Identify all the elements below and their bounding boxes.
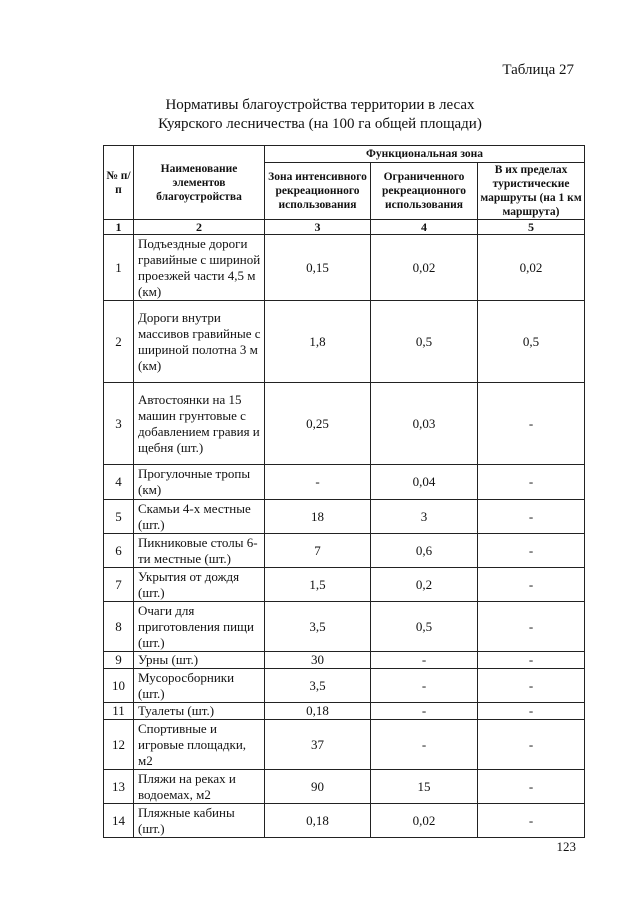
limited-zone-value: 0,02 <box>371 235 478 301</box>
element-name: Очаги для приготовления пищи (шт.) <box>134 602 265 652</box>
intensive-zone-value: 90 <box>265 770 371 804</box>
tourist-route-value: - <box>478 568 585 602</box>
table-row <box>104 465 585 500</box>
intensive-zone-value: 1,5 <box>265 568 371 602</box>
limited-zone-value: 3 <box>371 500 478 534</box>
limited-zone-value: 0,5 <box>371 301 478 383</box>
table-row <box>104 720 585 770</box>
row-number: 12 <box>104 720 134 770</box>
table-row <box>104 804 585 838</box>
tourist-route-value: - <box>478 383 585 465</box>
tourist-route-value: - <box>478 465 585 500</box>
table-row <box>104 383 585 465</box>
table-label: Таблица 27 <box>502 62 574 78</box>
norms-table <box>103 145 585 838</box>
tourist-route-value: - <box>478 652 585 669</box>
header-intensive-zone: Зона интенсивного рекреационного использования <box>265 163 371 220</box>
intensive-zone-value: 3,5 <box>265 669 371 703</box>
table-row <box>104 500 585 534</box>
header-name: Наименование элементов благоустройства <box>134 146 265 220</box>
row-number: 3 <box>104 383 134 465</box>
limited-zone-value: 0,5 <box>371 602 478 652</box>
row-number: 2 <box>104 301 134 383</box>
row-number: 10 <box>104 669 134 703</box>
intensive-zone-value: 0,25 <box>265 383 371 465</box>
row-number: 13 <box>104 770 134 804</box>
row-number: 1 <box>104 235 134 301</box>
element-name: Скамьи 4-х местные (шт.) <box>134 500 265 534</box>
tourist-route-value: 0,02 <box>478 235 585 301</box>
row-number: 14 <box>104 804 134 838</box>
table-title <box>0 96 640 134</box>
limited-zone-value: 0,02 <box>371 804 478 838</box>
tourist-route-value: - <box>478 534 585 568</box>
limited-zone-value: 0,2 <box>371 568 478 602</box>
header-tourist-routes: В их пределах туристические маршруты (на 1 км маршрута) <box>478 163 585 220</box>
element-name: Пляжи на реках и водоемах, м2 <box>134 770 265 804</box>
header-functional-zone: Функциональная зона <box>265 146 585 163</box>
tourist-route-value: - <box>478 770 585 804</box>
table-row <box>104 652 585 669</box>
header-limited-zone: Ограниченного рекреационного использования <box>371 163 478 220</box>
table-title-line-1: Нормативы благоустройства территории в лесах <box>165 97 475 113</box>
intensive-zone-value: 0,15 <box>265 235 371 301</box>
element-name: Туалеты (шт.) <box>134 703 265 720</box>
table-row <box>104 669 585 703</box>
intensive-zone-value: 30 <box>265 652 371 669</box>
tourist-route-value: - <box>478 703 585 720</box>
tourist-route-value: - <box>478 720 585 770</box>
element-name: Подъездные дороги гравийные с шириной проезжей части 4,5 м (км) <box>134 235 265 301</box>
row-number: 6 <box>104 534 134 568</box>
element-name: Прогулочные тропы (км) <box>134 465 265 500</box>
limited-zone-value: - <box>371 703 478 720</box>
row-number: 8 <box>104 602 134 652</box>
limited-zone-value: 0,04 <box>371 465 478 500</box>
limited-zone-value: 15 <box>371 770 478 804</box>
intensive-zone-value: 37 <box>265 720 371 770</box>
table-row <box>104 235 585 301</box>
column-index: 2 <box>134 220 265 235</box>
intensive-zone-value: - <box>265 465 371 500</box>
table-row <box>104 602 585 652</box>
table-row <box>104 534 585 568</box>
tourist-route-value: 0,5 <box>478 301 585 383</box>
table-row <box>104 770 585 804</box>
table-title-line-2: Куярского лесничества (на 100 га общей площади) <box>158 116 482 132</box>
table-row <box>104 568 585 602</box>
element-name: Пляжные кабины (шт.) <box>134 804 265 838</box>
column-index: 3 <box>265 220 371 235</box>
intensive-zone-value: 18 <box>265 500 371 534</box>
element-name: Дороги внутри массивов гравийные с шириной полотна 3 м (км) <box>134 301 265 383</box>
column-index: 1 <box>104 220 134 235</box>
intensive-zone-value: 0,18 <box>265 804 371 838</box>
page-number: 123 <box>556 839 576 854</box>
intensive-zone-value: 3,5 <box>265 602 371 652</box>
row-number: 7 <box>104 568 134 602</box>
tourist-route-value: - <box>478 500 585 534</box>
limited-zone-value: - <box>371 720 478 770</box>
element-name: Пикниковые столы 6-ти местные (шт.) <box>134 534 265 568</box>
limited-zone-value: 0,03 <box>371 383 478 465</box>
element-name: Укрытия от дождя (шт.) <box>134 568 265 602</box>
element-name: Мусоросборники (шт.) <box>134 669 265 703</box>
limited-zone-value: 0,6 <box>371 534 478 568</box>
intensive-zone-value: 1,8 <box>265 301 371 383</box>
tourist-route-value: - <box>478 804 585 838</box>
header-num: № п/п <box>104 146 134 220</box>
element-name: Урны (шт.) <box>134 652 265 669</box>
table-row <box>104 301 585 383</box>
element-name: Спортивные и игровые площадки, м2 <box>134 720 265 770</box>
column-index: 5 <box>478 220 585 235</box>
intensive-zone-value: 7 <box>265 534 371 568</box>
row-number: 11 <box>104 703 134 720</box>
row-number: 4 <box>104 465 134 500</box>
row-number: 5 <box>104 500 134 534</box>
tourist-route-value: - <box>478 669 585 703</box>
intensive-zone-value: 0,18 <box>265 703 371 720</box>
column-index: 4 <box>371 220 478 235</box>
tourist-route-value: - <box>478 602 585 652</box>
limited-zone-value: - <box>371 652 478 669</box>
table-row <box>104 703 585 720</box>
limited-zone-value: - <box>371 669 478 703</box>
element-name: Автостоянки на 15 машин грунтовые с добавлением гравия и щебня (шт.) <box>134 383 265 465</box>
row-number: 9 <box>104 652 134 669</box>
